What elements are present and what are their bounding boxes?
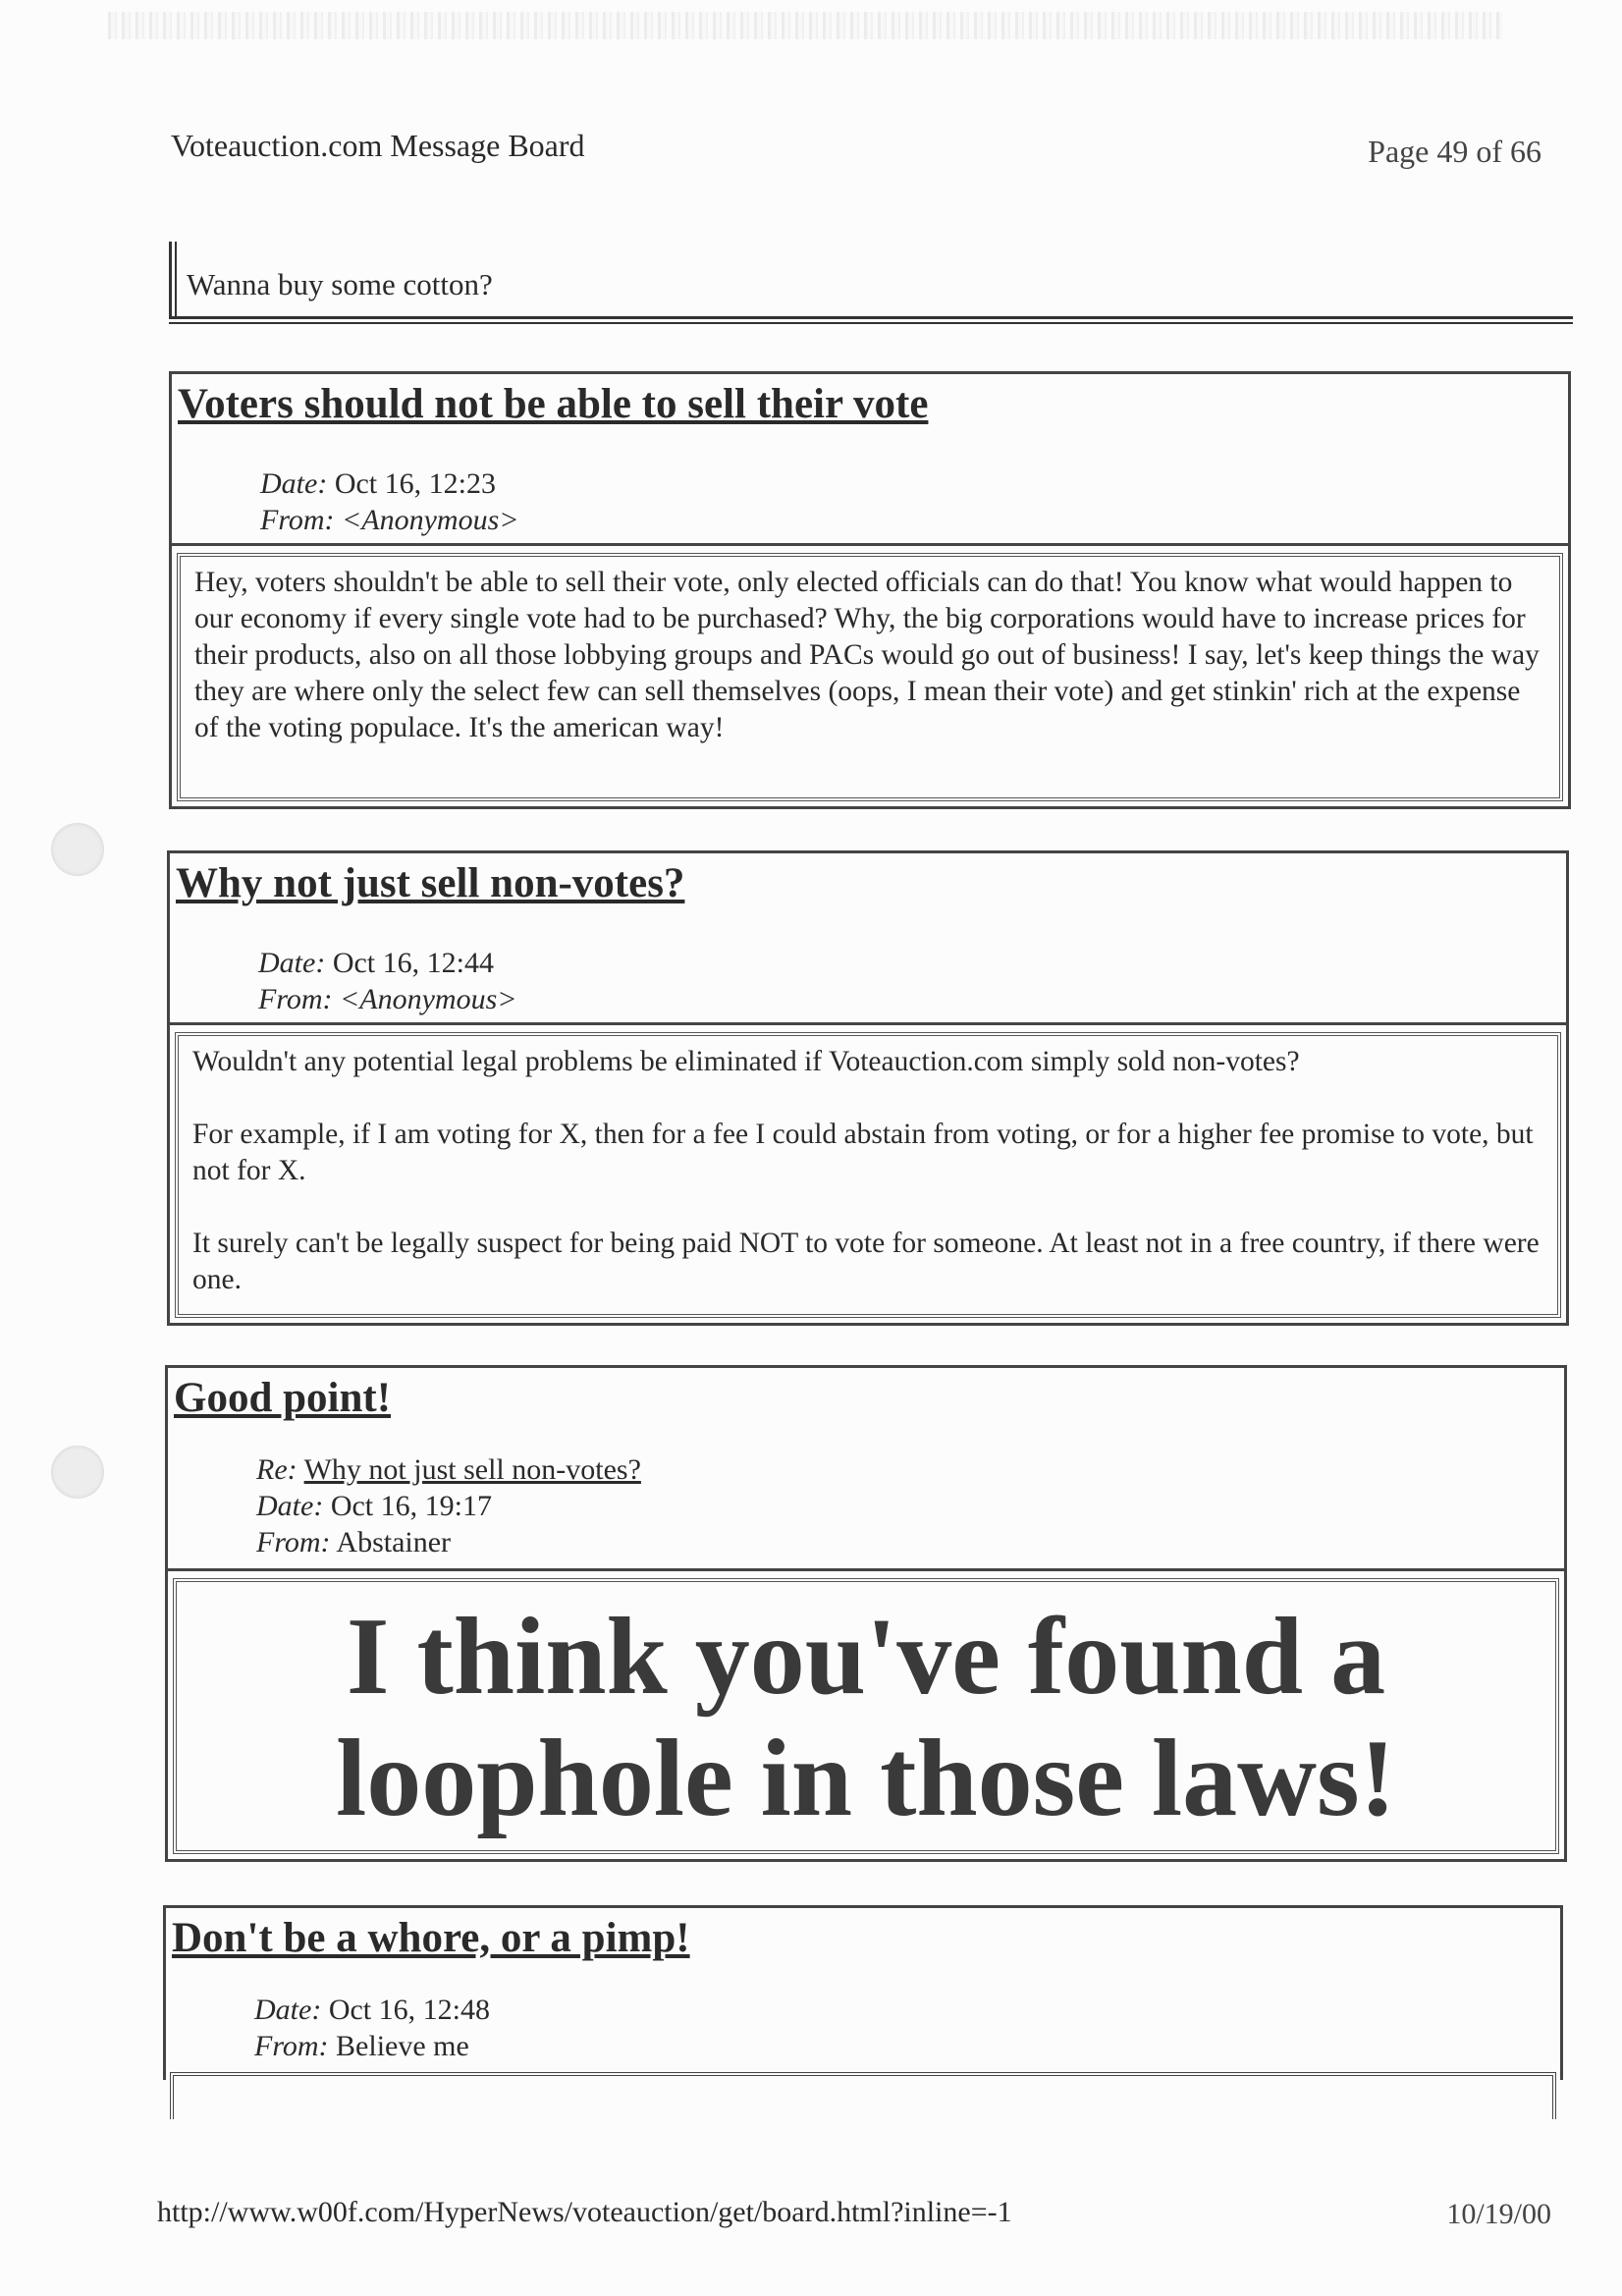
from-label: From:	[260, 504, 335, 536]
post-author: Abstainer	[336, 1526, 452, 1558]
post-body-continued	[170, 2072, 1556, 2119]
post-paragraph: Hey, voters shouldn't be able to sell their vote, only elected officials can do that! You know what would happen to our economy if every single vote had to be purchased? Why, the big corporations would have to increase prices for their products, also on all those lobbying groups and PACs would go out of business! I say, let's keep things the way they are where only the select few can sell themselves (oops, I mean their vote) and get stinkin' rich at the expense of the voting populace. It's the american way!	[194, 567, 1540, 743]
post-meta	[166, 1962, 1560, 2064]
page-indicator: Page 49 of 66	[1368, 134, 1541, 169]
post-meta	[172, 428, 1568, 538]
from-label: From:	[254, 2030, 329, 2062]
post-paragraph: For example, if I am voting for X, then for a fee I could abstain from voting, or for a higher fee promise to vote, but not for X.	[192, 1119, 1534, 1186]
date-label: Date:	[254, 1994, 322, 2026]
post-title-link[interactable]: Why not just sell non-votes?	[176, 860, 685, 906]
date-label: Date:	[256, 1490, 324, 1522]
post-date: Oct 16, 12:44	[332, 947, 494, 979]
post-date: Oct 16, 12:48	[328, 1994, 490, 2026]
site-title: Voteauction.com Message Board	[171, 128, 585, 163]
post-header	[166, 1908, 1560, 2064]
post-card	[169, 371, 1571, 809]
post-body-inner	[177, 553, 1563, 801]
post-card	[167, 850, 1569, 1326]
post-title-link[interactable]: Good point!	[174, 1375, 392, 1421]
post-date: Oct 16, 12:23	[334, 467, 496, 500]
post-header	[170, 853, 1566, 1017]
scan-noise	[108, 12, 1502, 39]
re-label: Re:	[256, 1453, 297, 1486]
post-author: <Anonymous>	[342, 504, 519, 536]
left-rule	[169, 242, 177, 316]
post-header	[168, 1368, 1564, 1560]
post-big-message: I think you've found a loophole in those laws!	[336, 1596, 1396, 1839]
post-card	[165, 1365, 1567, 1862]
post-header	[172, 374, 1568, 538]
post-title-link[interactable]: Voters should not be able to sell their vote	[178, 381, 929, 427]
date-label: Date:	[258, 947, 326, 979]
footer-date: 10/19/00	[1446, 2198, 1551, 2230]
post-author: Believe me	[336, 2030, 469, 2062]
post-date: Oct 16, 19:17	[330, 1490, 492, 1522]
punch-hole	[51, 1446, 104, 1499]
punch-hole	[51, 823, 104, 876]
from-label: From:	[256, 1526, 331, 1558]
post-meta	[170, 907, 1566, 1017]
previous-post-text: Wanna buy some cotton?	[187, 267, 493, 301]
date-label: Date:	[260, 467, 328, 500]
post-body-inner	[173, 1578, 1559, 1854]
post-title-link[interactable]: Don't be a whore, or a pimp!	[172, 1915, 690, 1961]
post-card	[163, 1905, 1563, 2080]
post-body	[168, 1568, 1564, 1859]
post-paragraph: It surely can't be legally suspect for being paid NOT to vote for someone. At least not in a free country, if there were one.	[192, 1228, 1540, 1295]
from-label: From:	[258, 983, 333, 1015]
footer-url: http://www.w00f.com/HyperNews/voteauction/get/board.html?inline=-1	[157, 2196, 1012, 2228]
previous-post-tail	[169, 242, 1573, 324]
post-paragraph: Wouldn't any potential legal problems be eliminated if Voteauction.com simply sold non-votes?	[192, 1046, 1300, 1077]
post-meta	[168, 1422, 1564, 1560]
post-author: <Anonymous>	[340, 983, 517, 1015]
reply-to-link[interactable]: Why not just sell non-votes?	[303, 1453, 641, 1486]
post-body	[170, 1022, 1566, 1323]
separator-rule	[169, 316, 1573, 324]
post-body-inner	[175, 1032, 1561, 1318]
post-body	[172, 543, 1568, 806]
